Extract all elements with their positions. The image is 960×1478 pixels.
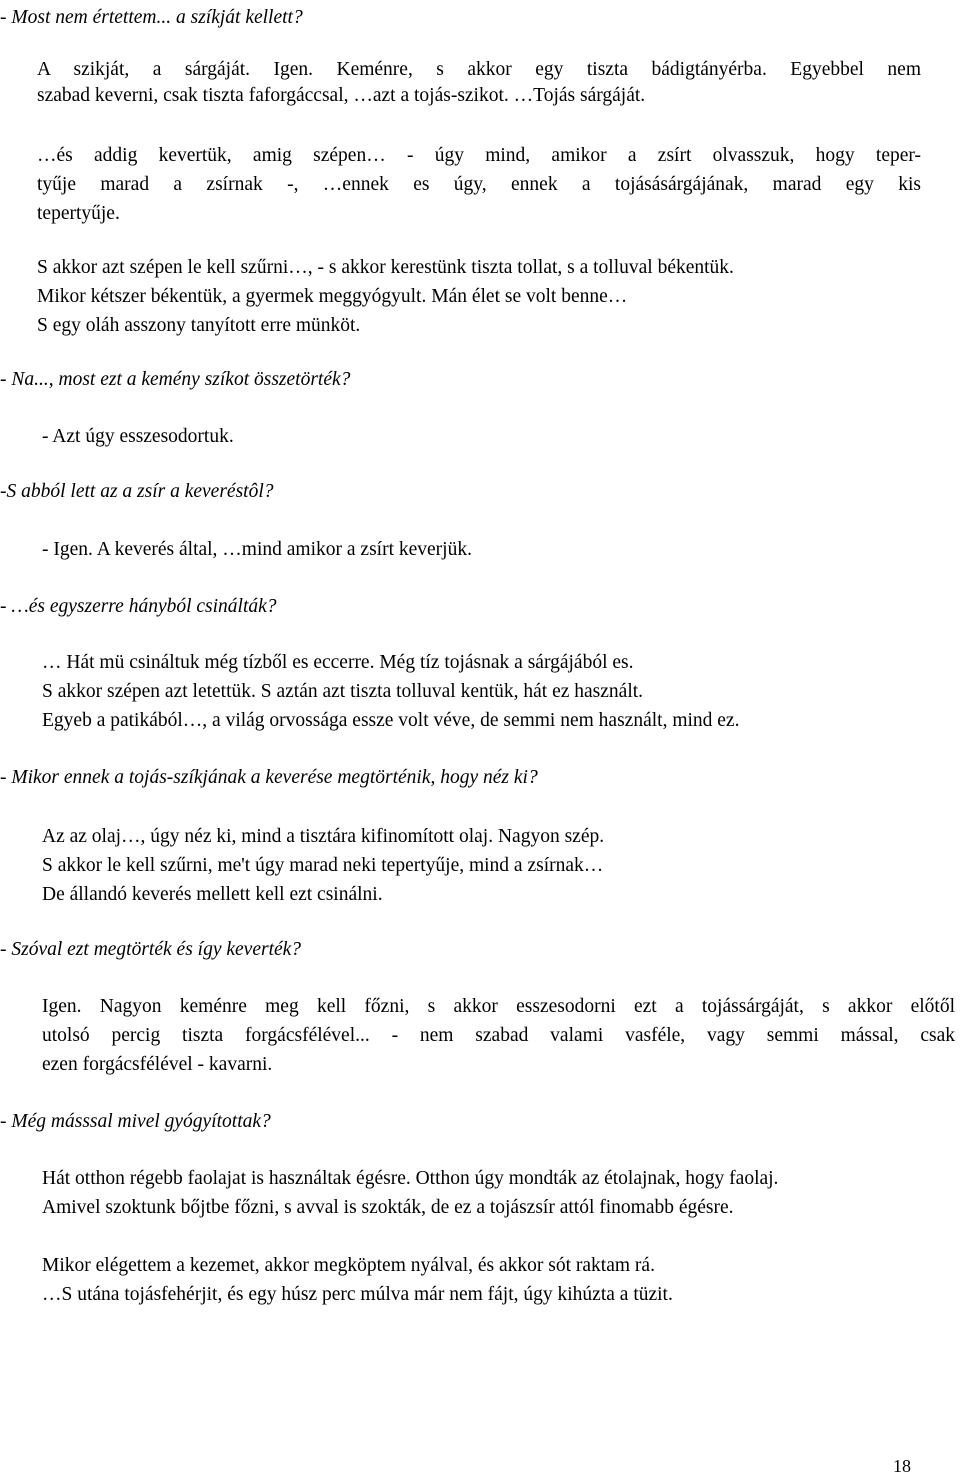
question-line: - …és egyszerre hányból csinálták? bbox=[0, 596, 277, 617]
question-line: - Na..., most ezt a kemény szíkot összetörték? bbox=[0, 369, 351, 390]
question-line: - Szóval ezt megtörték és így keverték? bbox=[0, 939, 302, 960]
answer-line: S akkor szépen azt letettük. S aztán azt tiszta tolluval kentük, hát ez használt. bbox=[42, 681, 644, 702]
answer-line: - Igen. A keverés által, …mind amikor a zsírt keverjük. bbox=[42, 539, 472, 560]
answer-line: - Azt úgy esszesodortuk. bbox=[42, 426, 234, 447]
answer-line: De állandó keverés mellett kell ezt csinálni. bbox=[42, 884, 383, 905]
answer-line: utolsó percig tiszta forgácsfélével... - nem szabad valami vasféle, vagy semmi mással, csak bbox=[42, 1025, 955, 1046]
question-line: -S abból lett az a zsír a keveréstôl? bbox=[0, 481, 274, 502]
question-line: - Mikor ennek a tojás-szíkjának a keverése megtörténik, hogy néz ki? bbox=[0, 767, 538, 788]
answer-line: S akkor azt szépen le kell szűrni…, - s akkor kerestünk tiszta tollat, s a tolluval békentük. bbox=[37, 257, 734, 278]
answer-line: … Hát mü csináltuk még tízből es eccerre. Még tíz tojásnak a sárgájából es. bbox=[42, 652, 634, 673]
page-number: 18 bbox=[893, 1456, 911, 1476]
answer-line: S egy oláh asszony tanyított erre münköt. bbox=[37, 315, 361, 336]
answer-line: tyűje marad a zsírnak -, …ennek es úgy, ennek a tojásásárgájának, marad egy kis bbox=[37, 174, 921, 195]
answer-line: A szikját, a sárgáját. Igen. Keménre, s akkor egy tiszta bádigtányérba. Egyebbel nem bbox=[37, 59, 921, 80]
answer-line: Az az olaj…, úgy néz ki, mind a tisztára kifinomított olaj. Nagyon szép. bbox=[42, 826, 605, 847]
answer-line: Mikor elégettem a kezemet, akkor megköptem nyálval, és akkor sót raktam rá. bbox=[42, 1255, 655, 1276]
answer-line: Egyeb a patikából…, a világ orvossága essze volt véve, de semmi nem használt, mind ez. bbox=[42, 710, 740, 731]
answer-line: Hát otthon régebb faolajat is használtak égésre. Otthon úgy mondták az étolajnak, hogy faolaj. bbox=[42, 1168, 779, 1189]
answer-line: S akkor le kell szűrni, me't úgy marad neki tepertyűje, mind a zsírnak… bbox=[42, 855, 604, 876]
answer-line: …S utána tojásfehérjit, és egy húsz perc múlva már nem fájt, úgy kihúzta a tüzit. bbox=[42, 1284, 673, 1305]
answer-line: Igen. Nagyon keménre meg kell főzni, s akkor esszesodorni ezt a tojássárgáját, s akkor előtől bbox=[42, 996, 955, 1017]
answer-line: tepertyűje. bbox=[37, 203, 120, 224]
answer-line: szabad keverni, csak tiszta faforgáccsal, …azt a tojás-szikot. …Tojás sárgáját. bbox=[37, 85, 646, 106]
answer-line: ezen forgácsfélével - kavarni. bbox=[42, 1054, 273, 1075]
question-line: - Most nem értettem... a szíkját kellett? bbox=[0, 7, 303, 28]
answer-line: Amivel szoktunk bőjtbe főzni, s avval is szokták, de ez a tojászsír attól finomabb égésre. bbox=[42, 1197, 734, 1218]
answer-line: …és addig kevertük, amig szépen… - úgy mind, amikor a zsírt olvasszuk, hogy teper- bbox=[37, 145, 921, 166]
question-line: - Még másssal mivel gyógyítottak? bbox=[0, 1111, 271, 1132]
answer-line: Mikor kétszer békentük, a gyermek meggyógyult. Mán élet se volt benne… bbox=[37, 286, 628, 307]
